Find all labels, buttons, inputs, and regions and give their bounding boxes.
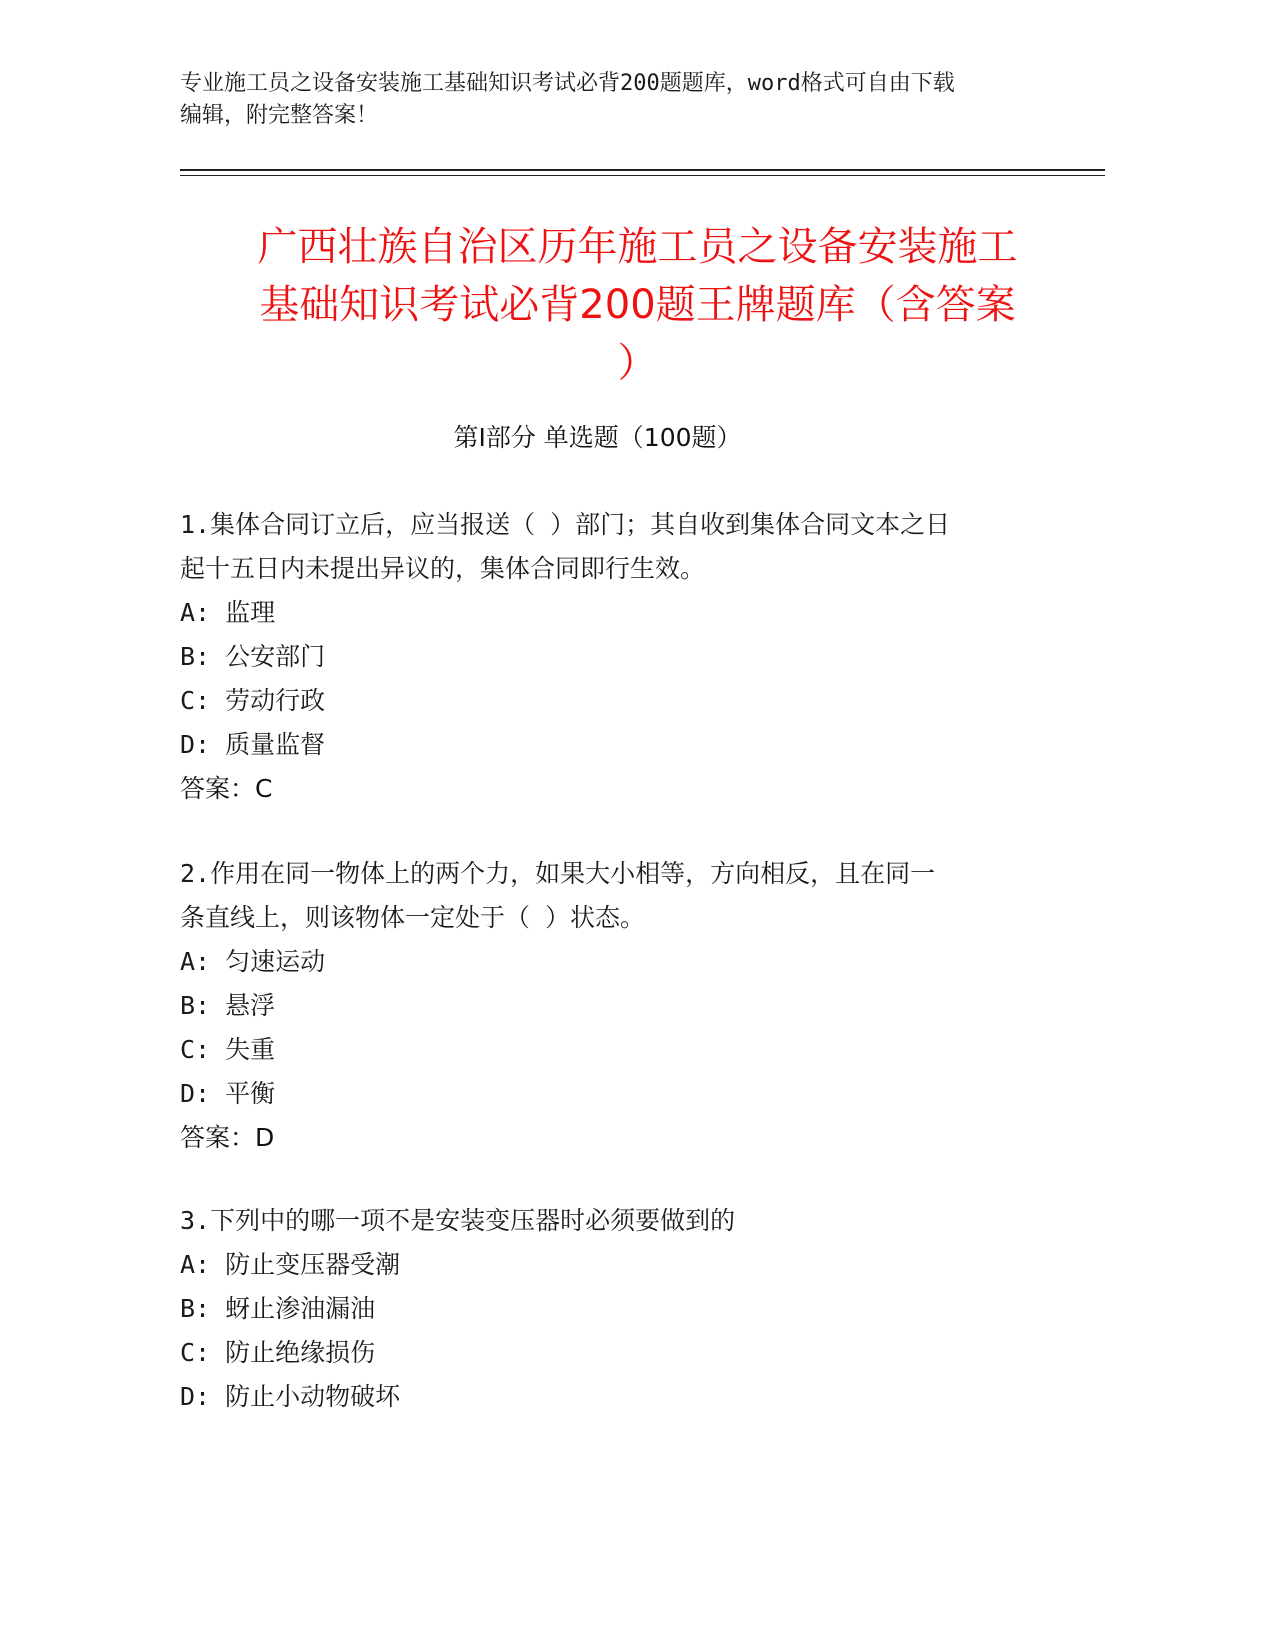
question-stem-line: 3.下列中的哪一项不是安装变压器时必须要做到的 — [180, 1206, 736, 1235]
question-stem — [180, 503, 1080, 591]
option-d: D: 防止小动物破坏 — [180, 1382, 401, 1411]
question-2 — [180, 852, 1080, 1160]
intro-line-1: 专业施工员之设备安装施工基础知识考试必背200题题库，word格式可自由下载 — [180, 71, 955, 96]
option-b: B: 悬浮 — [180, 991, 276, 1020]
question-1 — [180, 503, 1080, 811]
document-title — [180, 218, 1095, 392]
question-3 — [180, 1199, 1080, 1419]
answer-label: 答案：D — [180, 1123, 275, 1152]
question-stem-line: 条直线上，则该物体一定处于（ ）状态。 — [180, 903, 646, 932]
question-stem-line: 2.作用在同一物体上的两个力，如果大小相等，方向相反，且在同一 — [180, 859, 936, 888]
question-stem-line: 起十五日内未提出异议的，集体合同即行生效。 — [180, 554, 706, 583]
header-divider-thick — [180, 169, 1105, 171]
option-b: B: 公安部门 — [180, 642, 326, 671]
section-heading: 第Ⅰ部分 单选题（100题） — [453, 423, 742, 452]
option-c: C: 劳动行政 — [180, 686, 326, 715]
option-d: D: 平衡 — [180, 1079, 276, 1108]
intro-line-2: 编辑，附完整答案！ — [180, 103, 379, 128]
option-a: A: 监理 — [180, 598, 276, 627]
option-a: A: 防止变压器受潮 — [180, 1250, 401, 1279]
question-stem-line: 1.集体合同订立后，应当报送（ ）部门；其自收到集体合同文本之日 — [180, 510, 951, 539]
question-stem — [180, 1199, 1080, 1243]
question-stem — [180, 852, 1080, 940]
option-b: B: 蚜止渗油漏油 — [180, 1294, 376, 1323]
title-line-2: 基础知识考试必背200题王牌题库（含答案 — [259, 282, 1016, 328]
option-a: A: 匀速运动 — [180, 947, 326, 976]
option-c: C: 防止绝缘损伤 — [180, 1338, 376, 1367]
title-line-1: 广西壮族自治区历年施工员之设备安装施工 — [257, 224, 1018, 270]
option-d: D: 质量监督 — [180, 730, 326, 759]
option-c: C: 失重 — [180, 1035, 276, 1064]
document-intro — [180, 68, 1080, 132]
title-line-3: ） — [617, 340, 658, 386]
header-divider-thin — [180, 175, 1105, 176]
answer-label: 答案：C — [180, 774, 273, 803]
